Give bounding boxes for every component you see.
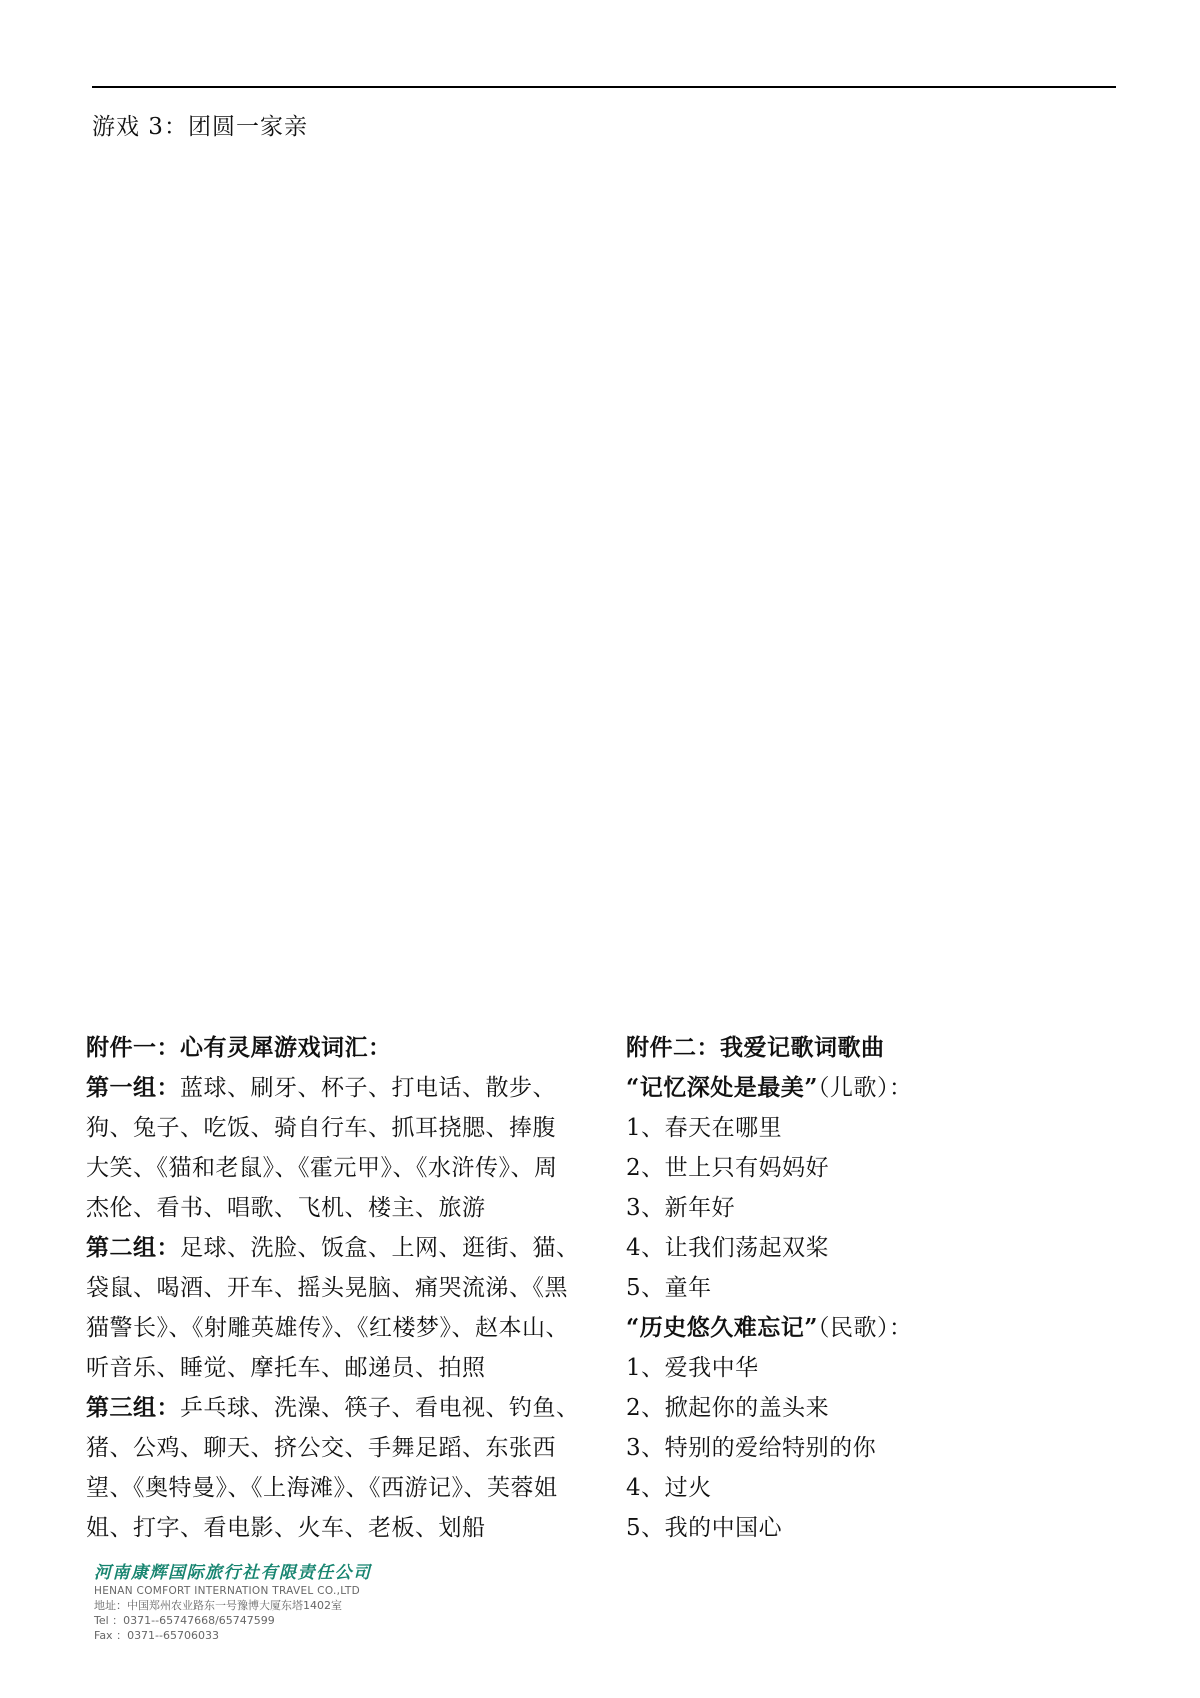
song-line — [626, 1388, 1046, 1428]
vocab-line-text: 大笑、《猫和老鼠》、《霍元甲》、《水浒传》、周 — [86, 1155, 558, 1181]
song-line — [626, 1348, 1046, 1388]
appendix-one-lines — [86, 1068, 598, 1548]
appendix-one-title: 附件一：心有灵犀游戏词汇： — [86, 1034, 392, 1061]
vocab-line — [86, 1348, 598, 1388]
vocab-line — [86, 1428, 598, 1468]
song-line — [626, 1188, 1046, 1228]
company-name-cn: 河南康辉国际旅行社有限责任公司 — [94, 1563, 372, 1583]
vocab-line-heading: 第二组： — [86, 1234, 180, 1261]
appendix-one — [86, 1028, 598, 1548]
game-title: 游戏 3：团圆一家亲 — [92, 114, 308, 140]
appendix-two-title: 附件二：我爱记歌词歌曲 — [626, 1034, 885, 1061]
song-line — [626, 1508, 1046, 1548]
song-line — [626, 1108, 1046, 1148]
song-line-text: 3、新年好 — [626, 1195, 736, 1221]
vocab-line-text: 听音乐、睡觉、摩托车、邮递员、拍照 — [86, 1355, 486, 1381]
appendix-two — [626, 1028, 1046, 1548]
song-line-text: （儿歌）： — [817, 1075, 913, 1101]
vocab-line — [86, 1308, 598, 1348]
vocab-line-text: 猫警长》、《射雕英雄传》、《红楼梦》、赵本山、 — [86, 1315, 569, 1341]
song-line-text: 5、童年 — [626, 1275, 712, 1301]
company-address: 地址：中国郑州农业路东一号豫博大厦东塔1402室 — [94, 1599, 342, 1612]
vocab-line-heading: 第三组： — [86, 1394, 180, 1421]
song-line-text: 5、我的中国心 — [626, 1515, 783, 1541]
vocab-line — [86, 1148, 598, 1188]
vocab-line — [86, 1268, 598, 1308]
vocab-line-text: 足球、洗脸、饭盒、上网、逛街、猫、 — [180, 1235, 580, 1261]
vocab-line — [86, 1108, 598, 1148]
vocab-line — [86, 1468, 598, 1508]
vocab-line — [86, 1388, 598, 1428]
song-line-text: 2、掀起你的盖头来 — [626, 1395, 830, 1421]
appendix-two-lines — [626, 1068, 1046, 1548]
vocab-line — [86, 1188, 598, 1228]
song-line-text: 2、世上只有妈妈好 — [626, 1155, 830, 1181]
vocab-line-text: 蓝球、刷牙、杯子、打电话、散步、 — [180, 1075, 556, 1101]
vocab-line-text: 姐、打字、看电影、火车、老板、划船 — [86, 1515, 486, 1541]
vocab-line-text: 猪、公鸡、聊天、挤公交、手舞足蹈、东张西 — [86, 1435, 556, 1461]
song-line-text: 1、春天在哪里 — [626, 1115, 783, 1141]
vocab-line-text: 望、《奥特曼》、《上海滩》、《西游记》、芙蓉姐 — [86, 1475, 558, 1501]
company-name-en: HENAN COMFORT INTERNATION TRAVEL CO.,LTD — [94, 1585, 361, 1597]
song-line-text: （民歌）： — [817, 1315, 913, 1341]
song-line — [626, 1268, 1046, 1308]
vocab-line — [86, 1508, 598, 1548]
song-line-text: 3、特别的爱给特别的你 — [626, 1435, 877, 1461]
song-line-text: 1、爱我中华 — [626, 1355, 759, 1381]
header-rule — [92, 86, 1116, 88]
company-fax: Fax ：0371--65706033 — [94, 1629, 219, 1642]
song-line — [626, 1468, 1046, 1508]
song-line-text: 4、让我们荡起双桨 — [626, 1235, 830, 1261]
company-footer — [94, 1562, 372, 1643]
song-line — [626, 1428, 1046, 1468]
song-line-heading: “记忆深处是最美” — [626, 1074, 818, 1101]
song-line — [626, 1068, 1046, 1108]
vocab-line-text: 乒乓球、洗澡、筷子、看电视、钓鱼、 — [180, 1395, 580, 1421]
song-line — [626, 1308, 1046, 1348]
vocab-line — [86, 1228, 598, 1268]
vocab-line-text: 狗、兔子、吃饭、骑自行车、抓耳挠腮、捧腹 — [86, 1115, 556, 1141]
vocab-line — [86, 1068, 598, 1108]
song-line — [626, 1228, 1046, 1268]
song-line — [626, 1148, 1046, 1188]
company-tel: Tel ：0371--65747668/65747599 — [94, 1614, 275, 1627]
song-line-text: 4、过火 — [626, 1475, 712, 1501]
vocab-line-text: 袋鼠、喝酒、开车、摇头晃脑、痛哭流涕、《黑 — [86, 1275, 568, 1301]
vocab-line-text: 杰伦、看书、唱歌、飞机、楼主、旅游 — [86, 1195, 486, 1221]
song-line-heading: “历史悠久难忘记” — [626, 1314, 818, 1341]
vocab-line-heading: 第一组： — [86, 1074, 180, 1101]
